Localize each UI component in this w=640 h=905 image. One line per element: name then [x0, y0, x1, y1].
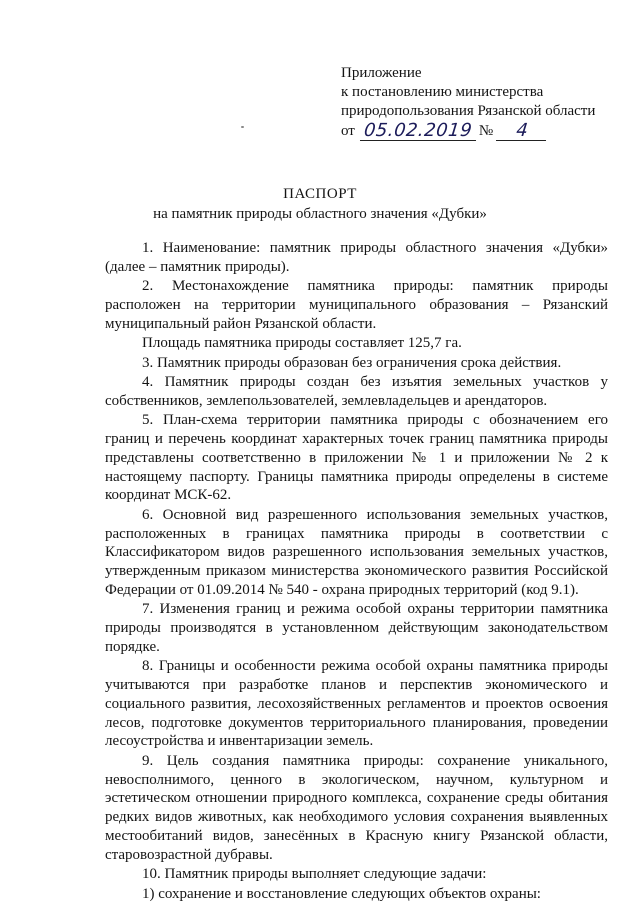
paragraph-8-boundaries: 8. Границы и особенности режима особой охраны памятника природы учитываются при разработке планов и перспектив экономического и социального развития, лесохозяйственных регламентов и проектов освоения лесов, подготовке документов территориального планирования, проведении лесоустройства и инвентаризации земель. [105, 658, 608, 750]
appendix-ministry-line: природопользования Рязанской области [341, 103, 596, 119]
paragraph-4-land: 4. Памятник природы создан без изъятия земельных участков у собственников, землепользователей, землевладельцев и арендаторов. [105, 373, 608, 409]
paragraph-9-purpose: 9. Цель создания памятника природы: сохранение уникального, невосполнимого, ценного в экологическом, научном, культурном и эстетическом отношении природного комплекса, сохранение среды обитания редких видов животных, как необходимого условия сохранения выявленных местообитаний видов, занесённых в Красную книгу Рязанской области, старовозрастной дубравы. [105, 752, 608, 863]
paragraph-1-name: 1. Наименование: памятник природы областного значения «Дубки» (далее – памятник природы). [105, 240, 608, 275]
appendix-date-number-line [341, 121, 631, 141]
paragraph-task-1: 1) сохранение и восстановление следующих объектов охраны: [142, 885, 541, 902]
scan-speck [241, 126, 244, 128]
document-subtitle: на памятник природы областного значения «Дубки» [153, 206, 487, 222]
appendix-header [341, 64, 631, 141]
document-title: ПАСПОРТ [283, 186, 357, 202]
paragraph-6-land-use: 6. Основной вид разрешенного использования земельных участков, расположенных в границах памятника природы в соответствии с Классификатором видов разрешенного использования земельных участков, утвержденным приказом министерства экономического развития Российской Федерации от 01.09.2014 № 540 - охрана природных территорий (код 9.1). [105, 506, 608, 598]
from-label: от [341, 123, 355, 139]
paragraph-area: Площадь памятника природы составляет 125,7 га. [142, 335, 462, 352]
number-label: № [478, 123, 494, 139]
paragraph-3-term: 3. Памятник природы образован без ограничения срока действия. [142, 354, 562, 371]
paragraph-2-location: 2. Местонахождение памятника природы: памятник природы расположен на территории муниципального образования – Рязанский муниципальный район Рязанской области. [105, 278, 608, 332]
appendix-title: Приложение [341, 65, 422, 81]
document-body [105, 239, 608, 904]
handwritten-date: 05.02.2019 [360, 121, 478, 141]
appendix-reference-line: к постановлению министерства [341, 84, 544, 100]
paragraph-7-changes: 7. Изменения границ и режима особой охраны территории памятника природы производятся в установленном действующим законодательством порядке. [105, 601, 608, 655]
paragraph-5-plan: 5. План-схема территории памятника природы с обозначением его границ и перечень координат характерных точек границ памятника природы представлены соответственно в приложении № 1 и приложении № 2 к настоящему паспорту. Границы памятника природы определены в системе координат МСК-62. [105, 412, 608, 504]
handwritten-number: 4 [496, 121, 548, 141]
paragraph-10-tasks: 10. Памятник природы выполняет следующие задачи: [142, 866, 487, 883]
